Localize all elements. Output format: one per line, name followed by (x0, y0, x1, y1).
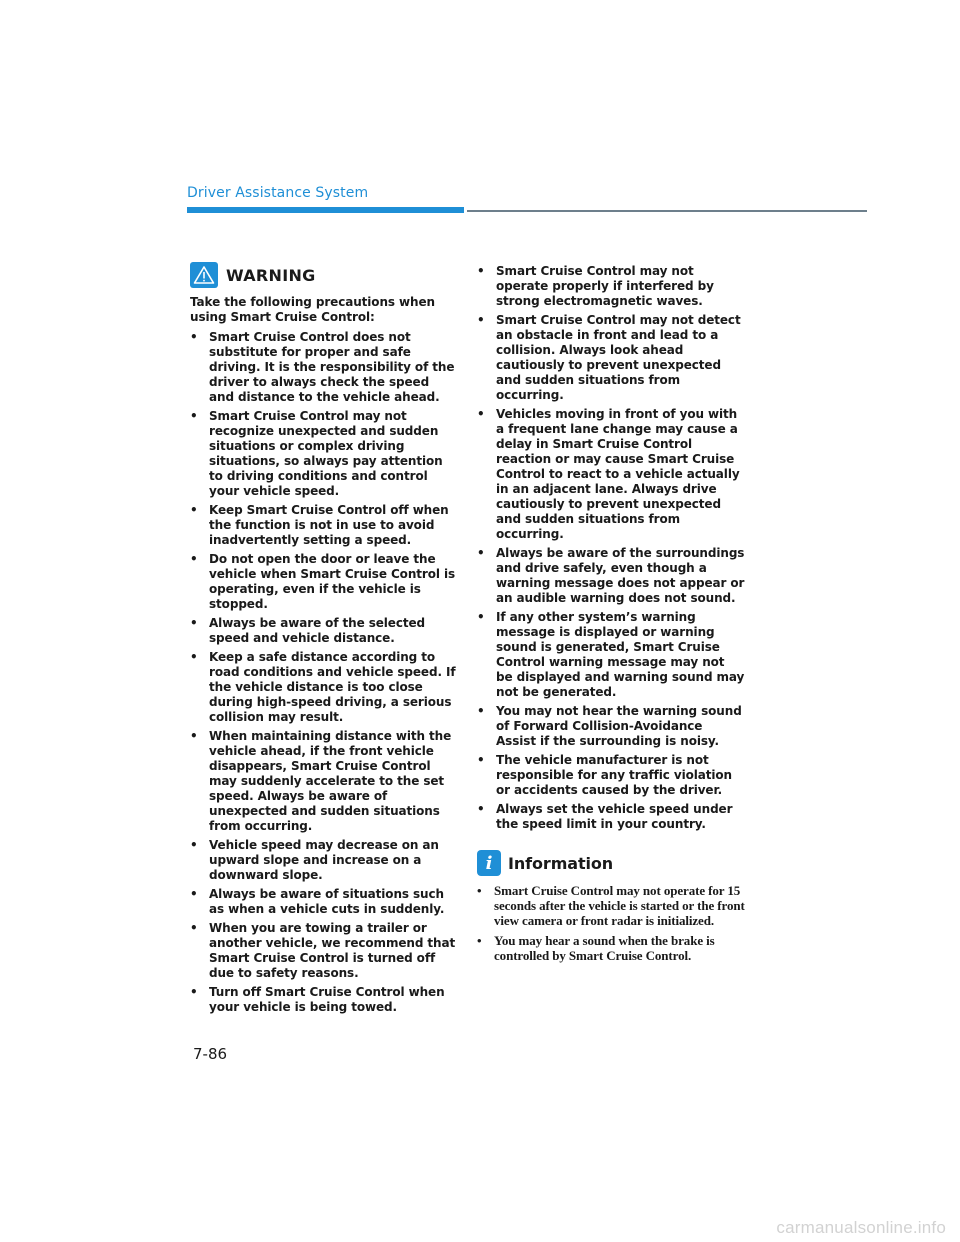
list-item: • Smart Cruise Control does not substitute for proper and safe driving. It is the responsibility of the driver to always check the speed and distance to the vehicle ahead. (190, 330, 456, 405)
warning-column-left (190, 262, 456, 1019)
list-item: • Always set the vehicle speed under the speed limit in your country. (477, 802, 745, 832)
information-block (477, 850, 745, 963)
information-title: Information (508, 853, 614, 873)
list-item: • Keep Smart Cruise Control off when the function is not in use to avoid inadvertently setting a speed. (190, 503, 456, 548)
list-item: • You may not hear the warning sound of Forward Collision-Avoidance Assist if the surrounding is noisy. (477, 704, 745, 749)
info-icon: i (477, 850, 501, 876)
list-item: • Vehicles moving in front of you with a frequent lane change may cause a delay in Smart Cruise Control reaction or may cause Smart Cruise Control to react to a vehicle actually in an adjacent lane. Always drive cautiously to prevent unexpected and sudden situations from occurring. (477, 407, 745, 542)
header-accent-rule (187, 207, 464, 213)
information-list (477, 883, 745, 963)
list-item: • Always be aware of the surroundings and drive safely, even though a warning message does not appear or an audible warning does not sound. (477, 546, 745, 606)
warning-intro: Take the following precautions when using Smart Cruise Control: (190, 295, 435, 324)
warning-title: WARNING (226, 265, 316, 285)
list-item: • Do not open the door or leave the vehicle when Smart Cruise Control is operating, even if the vehicle is stopped. (190, 552, 456, 612)
list-item: • Smart Cruise Control may not operate for 15 seconds after the vehicle is started or the front view camera or front radar is initialized. (477, 883, 745, 928)
warning-list-right (477, 264, 745, 832)
list-item: • Smart Cruise Control may not detect an obstacle in front and lead to a collision. Always look ahead cautiously to prevent unexpected and sudden situations from occurring. (477, 313, 745, 403)
header-divider-rule (467, 210, 867, 212)
list-item: • Vehicle speed may decrease on an upward slope and increase on a downward slope. (190, 838, 456, 883)
watermark: carmanualsonline.info (776, 1218, 946, 1237)
list-item: • Keep a safe distance according to road conditions and vehicle speed. If the vehicle distance is too close during high-speed driving, a serious collision may result. (190, 650, 456, 725)
section-title: Driver Assistance System (187, 185, 369, 201)
list-item: • Always be aware of the selected speed and vehicle distance. (190, 616, 456, 646)
page-number: 7-86 (193, 1045, 228, 1063)
list-item: • When maintaining distance with the vehicle ahead, if the front vehicle disappears, Smart Cruise Control may suddenly accelerate to the set speed. Always be aware of unexpected and sudden situations from occurring. (190, 729, 456, 834)
warning-heading (190, 262, 456, 288)
list-item: • Turn off Smart Cruise Control when your vehicle is being towed. (190, 985, 456, 1015)
list-item: • If any other system’s warning message is displayed or warning sound is generated, Smart Cruise Control warning message may not be displayed and warning sound may not be generated. (477, 610, 745, 700)
list-item: • The vehicle manufacturer is not responsible for any traffic violation or accidents caused by the driver. (477, 753, 745, 798)
warning-column-right (477, 264, 745, 968)
list-item: • Smart Cruise Control may not operate properly if interfered by strong electromagnetic waves. (477, 264, 745, 309)
warning-triangle-icon (190, 262, 218, 288)
list-item: • You may hear a sound when the brake is controlled by Smart Cruise Control. (477, 933, 745, 963)
list-item: • When you are towing a trailer or another vehicle, we recommend that Smart Cruise Control is turned off due to safety reasons. (190, 921, 456, 981)
list-item: • Smart Cruise Control may not recognize unexpected and sudden situations or complex driving situations, so always pay attention to driving conditions and control your vehicle speed. (190, 409, 456, 499)
list-item: • Always be aware of situations such as when a vehicle cuts in suddenly. (190, 887, 456, 917)
warning-list-left (190, 330, 456, 1015)
information-heading (477, 850, 745, 876)
